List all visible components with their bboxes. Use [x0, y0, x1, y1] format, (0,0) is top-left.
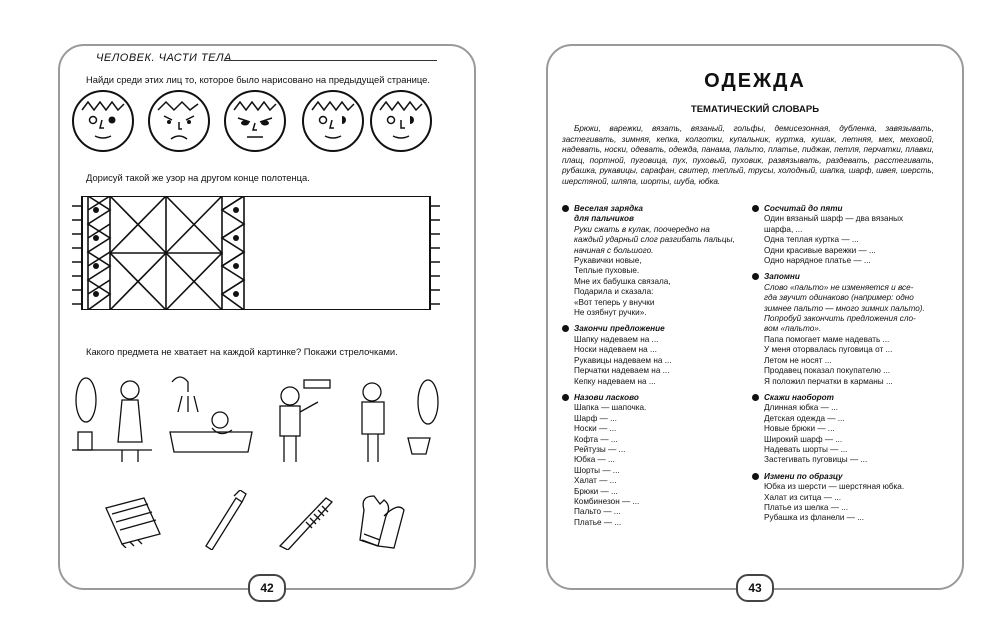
exercise-line: Рукавицы надеваем на ... — [574, 355, 672, 365]
exercise-line: Носки — ... — [574, 424, 617, 434]
vocabulary-text: Брюки, варежки, вязать, вязаный, гольфы, демисезонная, дубленка, завязывать, застегивать, зимняя, кепка, колготки, купальник, куртка, кушак, летняя, мех, меховой, надевать, носки, одевать, одежда, панама, пальто, платье, пиджак, петля, перчатки, плавки, плащ, портной, пуговица, пух, пуховый, пуховик, развязывать, раздевать, расстегивать, рубашка, рукавицы, сарафан, свитер, теплый, трусы, холодный, шапка, шарф, швея, шерсть, шерстяной, шляпа, шорты, шуба, юбка. — [562, 124, 934, 186]
exercise-line: Длинная юбка — ... — [764, 403, 838, 413]
exercise-line: Летом не носят ... — [764, 355, 832, 365]
section-title: для пальчиков — [574, 214, 634, 224]
comb-icon[interactable] — [276, 492, 336, 550]
exercise-line: Шапку надеваем на ... — [574, 334, 659, 344]
poem-line: Не озябнут ручки». — [574, 308, 647, 318]
page-title: ОДЕЖДА — [704, 70, 806, 92]
face-icon[interactable] — [302, 90, 364, 152]
exercise-line: Надевать шорты — ... — [764, 444, 848, 454]
towel-icon[interactable] — [100, 494, 170, 548]
bullet-icon — [752, 473, 759, 480]
task-find-face: Найди среди этих лиц то, которое было нарисовано на предыдущей странице. — [86, 74, 430, 85]
face-icon[interactable] — [224, 90, 286, 152]
exercise-line: Один вязаный шарф — два вязаных — [764, 214, 904, 224]
instruction-line: зимнее пальто — много зимних пальто). — [764, 303, 925, 313]
bullet-icon — [562, 205, 569, 212]
face-icon[interactable] — [72, 90, 134, 152]
instruction-line: каждый ударный слог разгибать пальцы, начиная с большого. — [574, 235, 735, 255]
instruction-line: гда звучит одинаково (например: одно — [764, 293, 914, 303]
exercise-line: Платье — ... — [574, 517, 622, 527]
mitten-icon[interactable] — [354, 490, 414, 550]
poem-line: Теплые пуховые. — [574, 266, 640, 276]
instruction-line: Слово «пальто» не изменяется и все- — [764, 282, 914, 292]
instruction-line: Попробуй закончить предложения сло- — [764, 314, 916, 324]
exercise-line: Брюки — ... — [574, 486, 618, 496]
section-title: Закончи предложение — [562, 324, 747, 334]
face-icon[interactable] — [148, 90, 210, 152]
face-icon[interactable] — [370, 90, 432, 152]
exercise-line: Одно нарядное платье — ... — [764, 256, 871, 266]
exercise-line: Я положил перчатки в карманы ... — [764, 376, 893, 386]
task-missing-items: Какого предмета не хватает на каждой картинке? Покажи стрелочками. — [86, 346, 398, 357]
section-header: ЧЕЛОВЕК. ЧАСТИ ТЕЛА — [96, 52, 232, 64]
exercise-line: Детская одежда — ... — [764, 413, 845, 423]
exercise-line: Шорты — ... — [574, 465, 620, 475]
exercise-line: Халат из ситца — ... — [764, 492, 842, 502]
exercise-line: Одна теплая куртка — ... — [764, 235, 859, 245]
exercise-line: шарфа, ... — [764, 224, 803, 234]
poem-line: Подарила и сказала: — [574, 287, 654, 297]
exercise-line: Кофта — ... — [574, 434, 618, 444]
towel-pattern[interactable] — [72, 196, 440, 310]
exercise-line: Застегивать пуговицы — ... — [764, 455, 868, 465]
page-number-left: 42 — [248, 574, 286, 602]
right-column — [752, 204, 942, 524]
page-number-right: 43 — [736, 574, 774, 602]
instruction-line: Руки сжать в кулак, поочередно на — [574, 224, 710, 234]
exercise-line: Перчатки надеваем на ... — [574, 366, 670, 376]
exercise-line: Рейтузы — ... — [574, 444, 626, 454]
poem-line: «Вот теперь у внучки — [574, 297, 655, 307]
exercise-line: Одни красивые варежки — ... — [764, 245, 876, 255]
instruction-line: вом «пальто». — [764, 324, 822, 334]
bullet-icon — [752, 394, 759, 401]
exercise-line: У меня оторвалась пуговица от ... — [764, 345, 893, 355]
exercise-line: Папа помогает маме надевать ... — [764, 334, 890, 344]
section-title: Запомни — [752, 272, 942, 282]
task-towel-pattern: Дорисуй такой же узор на другом конце полотенца. — [86, 172, 310, 183]
header-divider — [225, 60, 437, 61]
exercise-line: Пальто — ... — [574, 507, 621, 517]
section-title: Измени по образцу — [752, 472, 942, 482]
toothbrush-icon[interactable] — [198, 490, 248, 550]
section-title: Сосчитай до пяти — [752, 204, 942, 214]
bullet-icon — [752, 205, 759, 212]
section-title: Скажи наоборот — [752, 393, 942, 403]
exercise-line: Платье из шелка — ... — [764, 502, 848, 512]
bullet-icon — [752, 273, 759, 280]
poem-line: Мне их бабушка связала, — [574, 276, 671, 286]
bullet-icon — [562, 394, 569, 401]
exercise-line: Кепку надеваем на ... — [574, 376, 656, 386]
items-row — [100, 490, 420, 550]
poem-line: Рукавички новые, — [574, 256, 642, 266]
bullet-icon — [562, 325, 569, 332]
section-title: Веселая зарядка — [562, 204, 747, 214]
exercise-line: Юбка из шерсти — шерстяная юбка. — [764, 482, 905, 492]
exercise-line: Продавец показал покупателю ... — [764, 366, 891, 376]
section-title: Назови ласково — [562, 393, 747, 403]
exercise-line: Носки надеваем на ... — [574, 345, 657, 355]
exercise-line: Юбка — ... — [574, 455, 615, 465]
left-column — [562, 204, 747, 528]
exercise-line: Шапка — шапочка. — [574, 403, 647, 413]
exercise-line: Рубашка из фланели — ... — [764, 513, 865, 523]
exercise-line: Шарф — ... — [574, 413, 617, 423]
exercise-line: Широкий шарф — ... — [764, 434, 843, 444]
exercise-line: Халат — ... — [574, 476, 617, 486]
exercise-line: Комбинезон — ... — [574, 496, 640, 506]
scene-pictures — [72, 372, 442, 462]
vocabulary-heading: ТЕМАТИЧЕСКИЙ СЛОВАРЬ — [690, 104, 820, 115]
exercise-line: Новые брюки — ... — [764, 424, 835, 434]
